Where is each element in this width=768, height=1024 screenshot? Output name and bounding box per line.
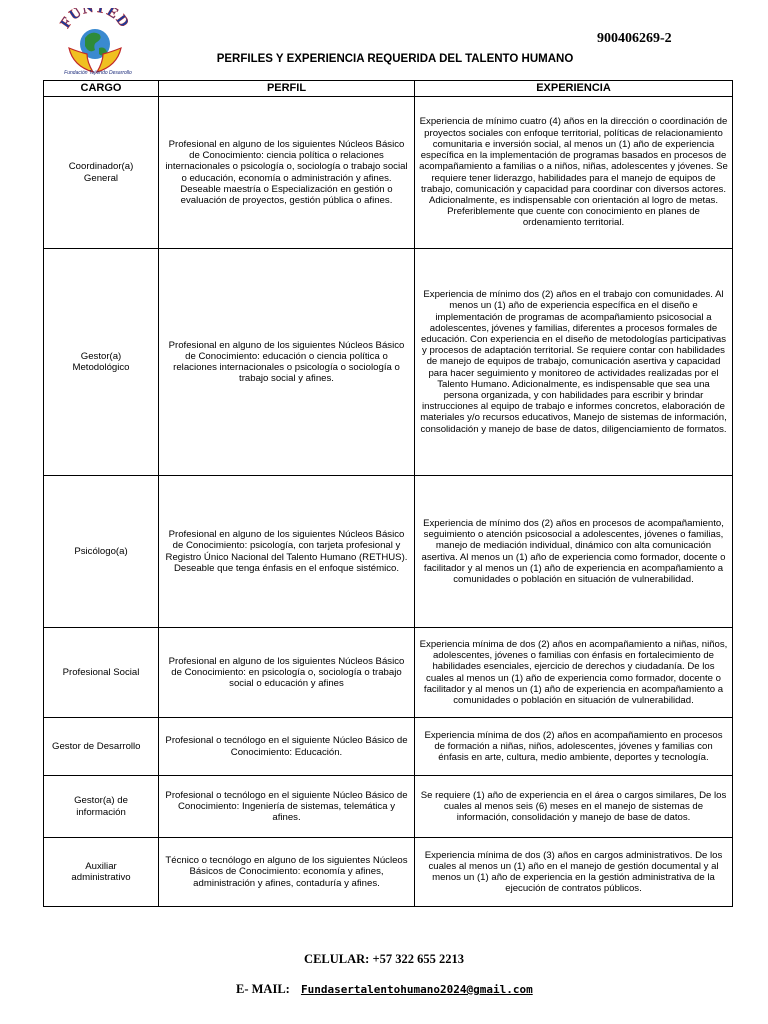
footer-phone: CELULAR: +57 322 655 2213	[304, 952, 464, 966]
cargo-cell: Profesional Social	[44, 628, 159, 718]
perfil-cell: Profesional o tecnólogo en el siguiente Núcleo Básico de Conocimiento: Educación.	[159, 718, 415, 776]
table-row	[44, 838, 733, 907]
cargo-cell: Gestor de Desarrollo	[44, 718, 159, 776]
experiencia-cell: Experiencia mínima de dos (2) años en acompañamiento en procesos de formación a niñas, niños, adolescentes, jóvenes y familias con énfasis en arte, cultura, medio ambiente, deportes y tecnología.	[415, 718, 733, 776]
column-header-perfil: PERFIL	[159, 81, 415, 97]
perfil-cell: Profesional en alguno de los siguientes Núcleos Básico de Conocimiento: educación o ciencia política o relaciones internacionales o psicología o sociología o trabajo social y afines.	[159, 249, 415, 476]
table-row	[44, 718, 733, 776]
nit-number: 900406269-2	[597, 31, 672, 46]
cargo-cell: Auxiliar administrativo	[44, 838, 159, 907]
perfil-cell: Profesional en alguno de los siguientes Núcleos Básico de Conocimiento: en psicología o, sociología o trabajo social o educación y afines	[159, 628, 415, 718]
document-title: PERFILES Y EXPERIENCIA REQUERIDA DEL TALENTO HUMANO	[216, 53, 574, 65]
footer-email	[236, 982, 533, 997]
experiencia-cell: Experiencia mínima de dos (3) años en cargos administrativos. De los cuales al menos un (1) año en el manejo de gestión documental y al menos un (1) año de experiencia en la gestión administrativa de la ejecución de contratos públicos.	[415, 838, 733, 907]
logo-caption: Fundación Tejiendo Desarrollo	[64, 70, 132, 76]
cargo-cell: Psicólogo(a)	[44, 476, 159, 628]
experiencia-cell: Experiencia de mínimo dos (2) años en el trabajo con comunidades. Al menos un (1) año de experiencia específica en el diseño e implementación de programas de acompañamiento psicosocial a adolescentes, jóvenes y familias, diferentes a procesos formales de educación. Con experiencia en el diseño de metodologías participativas y procesos de adaptación territorial. Se requiere contar con habilidades de manejo de equipos de trabajo, comunicación asertiva y capacidad para hacer seguimiento y monitoreo de actividades realizadas por el Talento Humano. Adicionalmente, es indispensable que sea una persona organizada, y con habilidades para escribir y brindar instrucciones al equipo de trabajo e informes concretos, elaboración de materiales y/o recursos educativos, Manejo de sistemas de información, consolidación y manejo de base de datos, diligenciamiento de formatos.	[415, 249, 733, 476]
table-header-row	[44, 81, 733, 97]
cargo-cell: Gestor(a) Metodológico	[44, 249, 159, 476]
table-row	[44, 628, 733, 718]
column-header-cargo: CARGO	[44, 81, 159, 97]
table-row	[44, 776, 733, 838]
perfil-cell: Técnico o tecnólogo en alguno de los siguientes Núcleos Básicos de Conocimiento: economía y afines, administración y afines, contaduría y afines.	[159, 838, 415, 907]
svg-text:FUNTED	[58, 8, 133, 31]
column-header-experiencia: EXPERIENCIA	[415, 81, 733, 97]
experiencia-cell: Experiencia mínima de dos (2) años en acompañamiento a niñas, niños, adolescentes, jóvenes o familias con énfasis en fortalecimiento de habilidades esenciales, ejercicio de derechos y ciudadanía. De los cuales al menos un (1) año de experiencia como formador, docente o facilitador y al menos un (1) año de experiencia en acompañamiento a comunidades o población en situación de vulnerabilidad.	[415, 628, 733, 718]
cargo-cell: Coordinador(a) General	[44, 97, 159, 249]
experiencia-cell: Experiencia de mínimo dos (2) años en procesos de acompañamiento, seguimiento o atención psicosocial a adolescentes, jóvenes o familias, manejo de mediación individual, dinámico con alta comunicación asertiva. Al menos un (1) año de experiencia como formador, docente o facilitador y al menos un (1) año de experiencia en acompañamiento a comunidades o población en situación de vulnerabilidad.	[415, 476, 733, 628]
perfil-cell: Profesional o tecnólogo en el siguiente Núcleo Básico de Conocimiento: Ingeniería de sistemas, telemática y afines.	[159, 776, 415, 838]
logo-text: FUNTED	[57, 8, 133, 32]
table-row	[44, 97, 733, 249]
profiles-table	[43, 80, 733, 907]
email-label: E- MAIL:	[236, 982, 290, 996]
table-row	[44, 249, 733, 476]
table-row	[44, 476, 733, 628]
experiencia-cell: Se requiere (1) año de experiencia en el área o cargos similares, De los cuales al menos seis (6) meses en el manejo de sistemas de información, consolidación y manejo de base de datos.	[415, 776, 733, 838]
email-link[interactable]: Fundasertalentohumano2024@gmail.com	[300, 983, 533, 996]
perfil-cell: Profesional en alguno de los siguientes Núcleos Básico de Conocimiento: psicología, con tarjeta profesional y Registro Único Nacional del Talento Humano (RETHUS). Deseable que tenga énfasis en el enfoque sistémico.	[159, 476, 415, 628]
cargo-cell: Gestor(a) de información	[44, 776, 159, 838]
perfil-cell: Profesional en alguno de los siguientes Núcleos Básico de Conocimiento: ciencia política o relaciones internacionales o psicología o, sociología o trabajo social o educación, economía o administración y afines. Deseable maestría o Especialización en gestión o evaluación de proyectos, gestión pública o afines.	[159, 97, 415, 249]
experiencia-cell: Experiencia de mínimo cuatro (4) años en la dirección o coordinación de proyectos sociales con enfoque territorial, políticas de relacionamiento comunitaria e inversión social, al menos un (1) año de experiencia específica en la implementación de programas basados en procesos de acompañamiento a familias o a niños, niñas, adolescentes y jóvenes. Se requiere tener liderazgo, habilidades para el manejo de equipos de trabajo, comunicación y capacidad para coordinar con diversos actores. Adicionalmente, es indispensable con orientación al logro de metas. Preferiblemente que cuente con conocimiento en planes de ordenamiento territorial.	[415, 97, 733, 249]
